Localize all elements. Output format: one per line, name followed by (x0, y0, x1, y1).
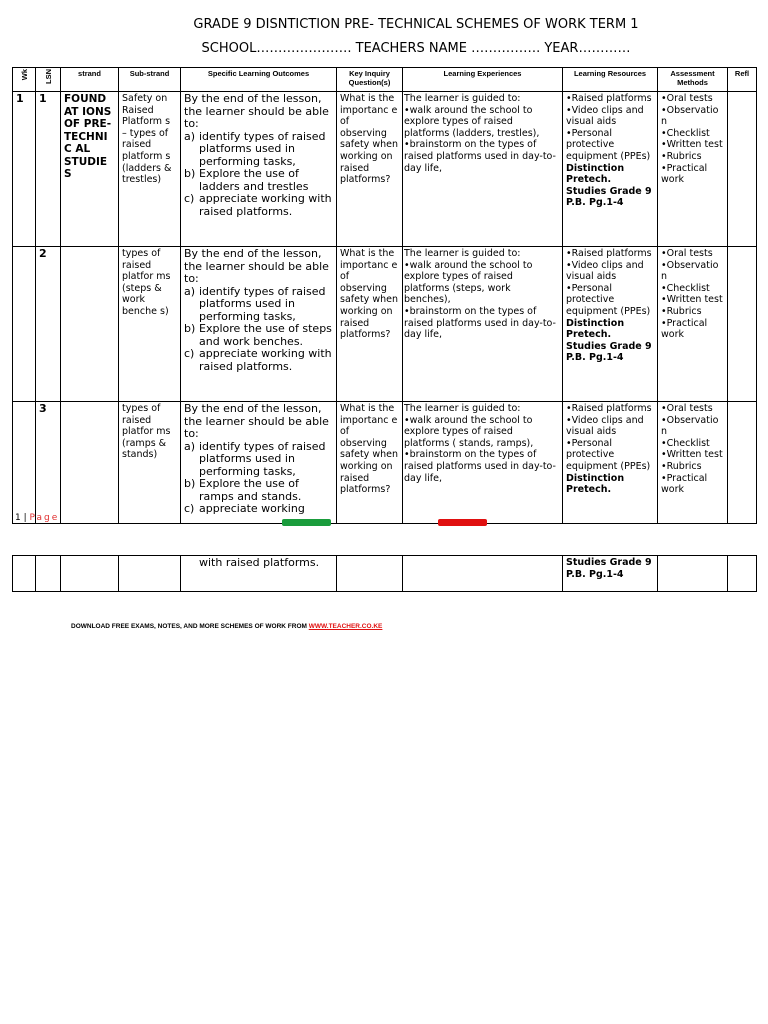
header-slo: Specific Learning Outcomes (181, 68, 337, 92)
cell-strand (61, 402, 119, 524)
lr-item: •Video clips and visual aids (566, 259, 644, 283)
am-item: •Written test (661, 294, 723, 306)
am-item: •Oral tests (661, 93, 713, 104)
am-item: •Rubrics (661, 460, 702, 472)
cell-strand: FOUND AT IONS OF PRE-TECHNI C AL STUDIE S (61, 92, 119, 247)
header-lr: Learning Resources (563, 68, 658, 92)
cell-le (403, 556, 563, 592)
le-item: •brainstorm on the types of raised platforms used in day-to-day life, (404, 449, 556, 484)
teacher-link[interactable]: WWW.TEACHER.CO.KE (308, 623, 383, 630)
am-item: •Practical work (661, 472, 708, 496)
slo-item: b) Explore the use of ramps and stands. (184, 477, 302, 503)
slo-item: c) appreciate working with raised platforms. (184, 192, 332, 218)
slo-item: a) identify types of raised platforms used in performing tasks, (184, 439, 326, 478)
cell-substrand: types of raised platfor ms (ramps & stands) (119, 402, 181, 524)
am-item: •Rubrics (661, 305, 702, 317)
cell-le (403, 247, 563, 402)
le-intro: The learner is guided to: (404, 93, 521, 104)
cell-refl (728, 247, 757, 402)
am-item: •Observatio n (661, 259, 719, 283)
cell-lr (563, 402, 658, 524)
slo-item: a) identify types of raised platforms used in performing tasks, (184, 129, 326, 168)
header-row (13, 68, 757, 92)
am-item: •Checklist (661, 437, 710, 449)
am-item: •Observatio n (661, 104, 719, 128)
lr-item: •Video clips and visual aids (566, 104, 644, 128)
cell-strand (61, 247, 119, 402)
slo-intro: By the end of the lesson, the learner should be able to: (184, 92, 329, 130)
am-item: •Practical work (661, 317, 708, 341)
le-item: •brainstorm on the types of raised platforms used in day-to-day life, (404, 139, 556, 174)
le-item: •brainstorm on the types of raised platforms used in day-to-day life, (404, 305, 556, 341)
cell-lr (563, 247, 658, 402)
cell-am (658, 92, 728, 247)
lr-item: •Personal protective equipment (PPEs) (566, 127, 651, 162)
cell-wk: 1 (13, 92, 36, 247)
cell-lsn: 3 (36, 402, 61, 524)
table-row (13, 92, 757, 247)
am-item: •Oral tests (661, 248, 713, 259)
le-item: •walk around the school to explore types of raised platforms (ladders, trestles), (404, 104, 540, 139)
cell-slo (181, 402, 337, 524)
slo-item: c) appreciate working with raised platforms. (184, 347, 332, 373)
le-intro: The learner is guided to: (404, 248, 521, 259)
am-item: •Checklist (661, 282, 710, 294)
lr-item: •Raised platforms (566, 93, 652, 104)
le-item: •walk around the school to explore types of raised platforms ( stands, ramps), (404, 414, 534, 449)
am-item: •Written test (661, 139, 723, 151)
am-item: •Observatio n (661, 414, 719, 438)
cell-lsn (36, 556, 61, 592)
cell-slo (181, 247, 337, 402)
cell-refl (728, 92, 757, 247)
document-title: GRADE 9 DISNTICTION PRE- TECHNICAL SCHEMES OF WORK TERM 1 (193, 17, 639, 32)
slo-intro: By the end of the lesson, the learner should be able to: (184, 247, 329, 285)
cell-lsn: 1 (36, 92, 61, 247)
cell-am (658, 247, 728, 402)
header-am: Assessment Methods (658, 68, 728, 92)
cell-am (658, 402, 728, 524)
lr-textbook: Distinction Pretech. Studies Grade 9 P.B. Pg.1-4 (566, 317, 652, 364)
slo-item: a) identify types of raised platforms used in performing tasks, (184, 284, 326, 323)
cell-wk (13, 247, 36, 402)
cell-kiq (337, 556, 403, 592)
header-refl: Refl (728, 68, 757, 92)
cell-substrand (119, 556, 181, 592)
cell-substrand: Safety on Raised Platform s – types of raised platform s (ladders & trestles) (119, 92, 181, 247)
cell-le (403, 92, 563, 247)
cell-strand (61, 556, 119, 592)
header-strand: strand (61, 68, 119, 92)
cell-am (658, 556, 728, 592)
slo-item: c) appreciate working (184, 502, 305, 515)
page-number: 1 | Page (15, 513, 60, 523)
lr-item: •Personal protective equipment (PPEs) (566, 282, 651, 317)
cell-refl (728, 556, 757, 592)
cell-lsn: 2 (36, 247, 61, 402)
le-intro: The learner is guided to: (404, 403, 521, 414)
am-item: •Checklist (661, 127, 710, 139)
am-item: •Practical work (661, 162, 708, 186)
am-item: •Rubrics (661, 150, 702, 162)
table-row (13, 556, 757, 592)
slo-item: b) Explore the use of ladders and trestles (184, 167, 309, 193)
cell-lr: Studies Grade 9 P.B. Pg.1-4 (563, 556, 658, 592)
am-item: •Written test (661, 449, 723, 461)
cell-kiq: What is the importanc e of observing safety when working on raised platforms? (337, 247, 403, 402)
header-le: Learning Experiences (403, 68, 563, 92)
cell-lr (563, 92, 658, 247)
cell-wk (13, 402, 36, 524)
lr-item: •Raised platforms (566, 403, 652, 414)
scheme-table (12, 67, 757, 524)
cell-substrand: types of raised platfor ms (steps & work benche s) (119, 247, 181, 402)
cell-slo: with raised platforms. (181, 556, 337, 592)
header-wk: Wk (13, 68, 36, 92)
download-footer: DOWNLOAD FREE EXAMS, NOTES, AND MORE SCHEMES OF WORK FROM WWW.TEACHER.CO.KE (71, 623, 383, 630)
lr-item: •Video clips and visual aids (566, 414, 644, 438)
am-item: •Oral tests (661, 403, 713, 414)
header-lsn: LSN (36, 68, 61, 92)
document-subtitle: SCHOOL…………………. TEACHERS NAME ……………. YEAR………… (201, 41, 631, 56)
table-row (13, 247, 757, 402)
table-row (13, 402, 757, 524)
lr-textbook: Distinction Pretech. Studies Grade 9 P.B. Pg.1-4 (566, 162, 652, 209)
continuation-table (12, 555, 757, 592)
cell-refl (728, 402, 757, 524)
lr-item: •Raised platforms (566, 248, 652, 259)
cell-kiq: What is the importanc e of observing safety when working on raised platforms? (337, 92, 403, 247)
cell-kiq: What is the importanc e of observing safety when working on raised platforms? (337, 402, 403, 524)
lr-textbook: Distinction Pretech. (566, 472, 625, 496)
red-marker (438, 519, 487, 526)
le-item: •walk around the school to explore types of raised platforms (steps, work benches), (404, 259, 533, 306)
slo-item: b) Explore the use of steps and work benches. (184, 322, 332, 348)
cell-le (403, 402, 563, 524)
slo-intro: By the end of the lesson, the learner should be able to: (184, 402, 329, 440)
header-substrand: Sub-strand (119, 68, 181, 92)
green-marker (282, 519, 331, 526)
lr-item: •Personal protective equipment (PPEs) (566, 437, 651, 472)
cell-wk (13, 556, 36, 592)
header-kiq: Key Inquiry Question(s) (337, 68, 403, 92)
cell-slo (181, 92, 337, 247)
